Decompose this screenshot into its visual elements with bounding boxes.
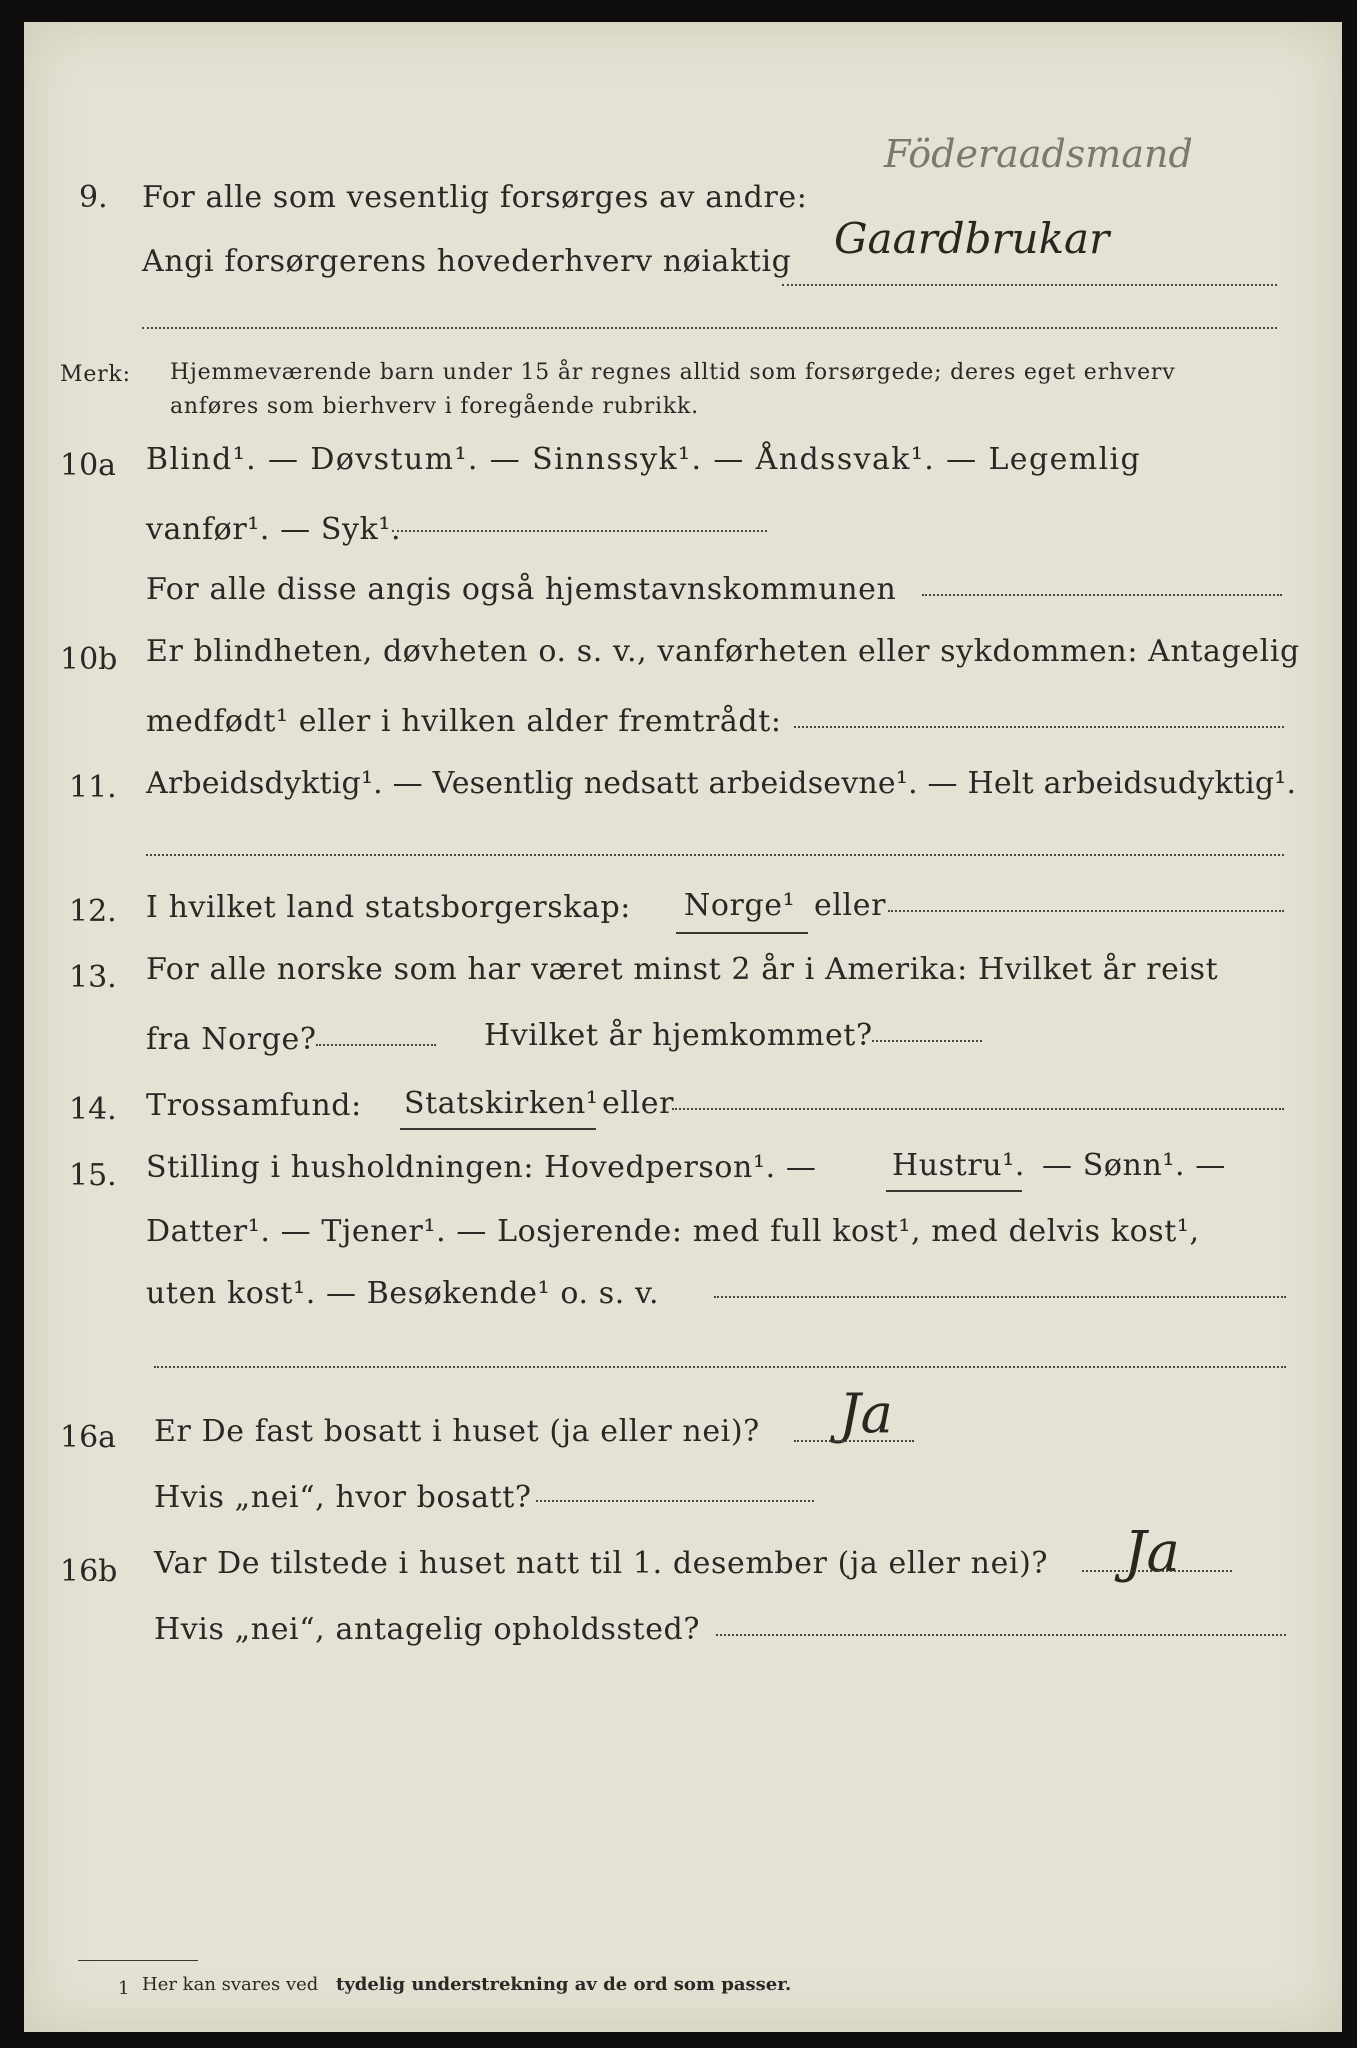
q16b-answer-line (1082, 1570, 1232, 1572)
q15-line1b: — Sønn¹. — (1042, 1148, 1226, 1183)
q10a-line3: For alle disse angis også hjemstavnskommunen (146, 572, 897, 607)
q14-statskirken: Statskirken¹ (404, 1086, 599, 1121)
merk-line1: Hjemmeværende barn under 15 år regnes alltid som forsørgede; deres eget erhverv (170, 360, 1176, 385)
footnote-mark: 1 (118, 1978, 130, 1999)
q11-answer-line (146, 854, 1284, 856)
q15-line3: uten kost¹. — Besøkende¹ o. s. v. (146, 1276, 660, 1311)
q15-hustru-underline (886, 1190, 1022, 1192)
q12-answer-line (888, 910, 1284, 912)
q11-line1: Arbeidsdyktig¹. — Vesentlig nedsatt arbeidsevne¹. — Helt arbeidsudyktig¹. (146, 766, 1297, 801)
q15-line1a: Stilling i husholdningen: Hovedperson¹. — (146, 1150, 817, 1185)
q16a-handwritten-answer: Ja (839, 1382, 893, 1445)
q10b-answer-line (794, 726, 1284, 728)
q12-eller: eller (814, 888, 887, 923)
q14-statskirken-underline (400, 1128, 596, 1130)
q10a-line1: Blind¹. — Døvstum¹. — Sinnssyk¹. — Åndssvak¹. — Legemlig (146, 442, 1142, 477)
q13-line1: For alle norske som har været minst 2 år i Amerika: Hvilket år reist (146, 952, 1219, 987)
q16a-number: 16a (60, 1420, 117, 1455)
merk-line2: anføres som bierhverv i foregående rubrikk. (170, 394, 699, 419)
q9-extra-line (142, 327, 1277, 329)
q14-number: 14. (69, 1092, 117, 1127)
q16b-opholdssted-line (716, 1634, 1286, 1636)
footnote-rule (78, 1960, 198, 1961)
q16b-line1: Var De tilstede i huset natt til 1. desember (ja eller nei)? (154, 1546, 1049, 1581)
q15-extra-line (154, 1366, 1286, 1368)
q10b-line2: medfødt¹ eller i hvilken alder fremtrådt: (146, 704, 782, 739)
q16b-handwritten-answer: Ja (1124, 1520, 1180, 1585)
q15-number: 15. (69, 1158, 117, 1193)
q13-hjemkommet-line (872, 1040, 982, 1042)
q13-line2a: fra Norge? (146, 1022, 317, 1057)
q16a-answer-line (794, 1440, 914, 1442)
q12-norge-underline (676, 932, 808, 934)
footnote-text-b: tydelig understrekning av de ord som passer. (336, 1974, 792, 1995)
q13-line2b: Hvilket år hjemkommet? (484, 1018, 873, 1053)
q9-handwritten-answer: Gaardbrukar (834, 214, 1110, 263)
q11-number: 11. (69, 770, 117, 805)
q12-number: 12. (69, 894, 117, 929)
q16b-line2: Hvis „nei“, antagelig opholdssted? (154, 1612, 701, 1647)
q15-answer-line (714, 1296, 1286, 1298)
q9-answer-line (782, 284, 1277, 286)
q10a-line2: vanfør¹. — Syk¹. (146, 512, 402, 547)
q10a-hjemstavn-line (922, 594, 1282, 596)
q13-reist-line (316, 1044, 436, 1046)
q9-number: 9. (79, 180, 108, 215)
q14-answer-line (672, 1108, 1284, 1110)
q13-number: 13. (69, 960, 117, 995)
q16b-number: 16b (60, 1554, 118, 1589)
q16a-line2: Hvis „nei“, hvor bosatt? (154, 1480, 532, 1515)
footnote-text-a: Her kan svares ved (142, 1974, 319, 1995)
q15-line2: Datter¹. — Tjener¹. — Losjerende: med full kost¹, med delvis kost¹, (146, 1214, 1200, 1249)
q10b-number: 10b (60, 642, 118, 677)
q9-handwritten-answer-top: Föderaadsmand (884, 132, 1193, 176)
q10a-number: 10a (60, 448, 117, 483)
q12-norge: Norge¹ (684, 888, 796, 923)
q16a-bosatt-line (536, 1500, 814, 1502)
q16a-line1: Er De fast bosatt i huset (ja eller nei)? (154, 1414, 760, 1449)
q9-line1: For alle som vesentlig forsørges av andre: (142, 180, 808, 215)
q12-line1: I hvilket land statsborgerskap: (146, 890, 631, 925)
q9-line2: Angi forsørgerens hovederhverv nøiaktig (142, 244, 792, 279)
q10b-line1: Er blindheten, døvheten o. s. v., vanførheten eller sykdommen: Antagelig (146, 634, 1300, 669)
merk-label: Merk: (60, 362, 131, 387)
q14-label: Trossamfund: (146, 1088, 362, 1123)
q15-hustru: Hustru¹. (892, 1148, 1025, 1183)
q10a-syk-line (392, 530, 767, 532)
census-form-page (24, 22, 1342, 2032)
q14-eller: eller (602, 1086, 675, 1121)
